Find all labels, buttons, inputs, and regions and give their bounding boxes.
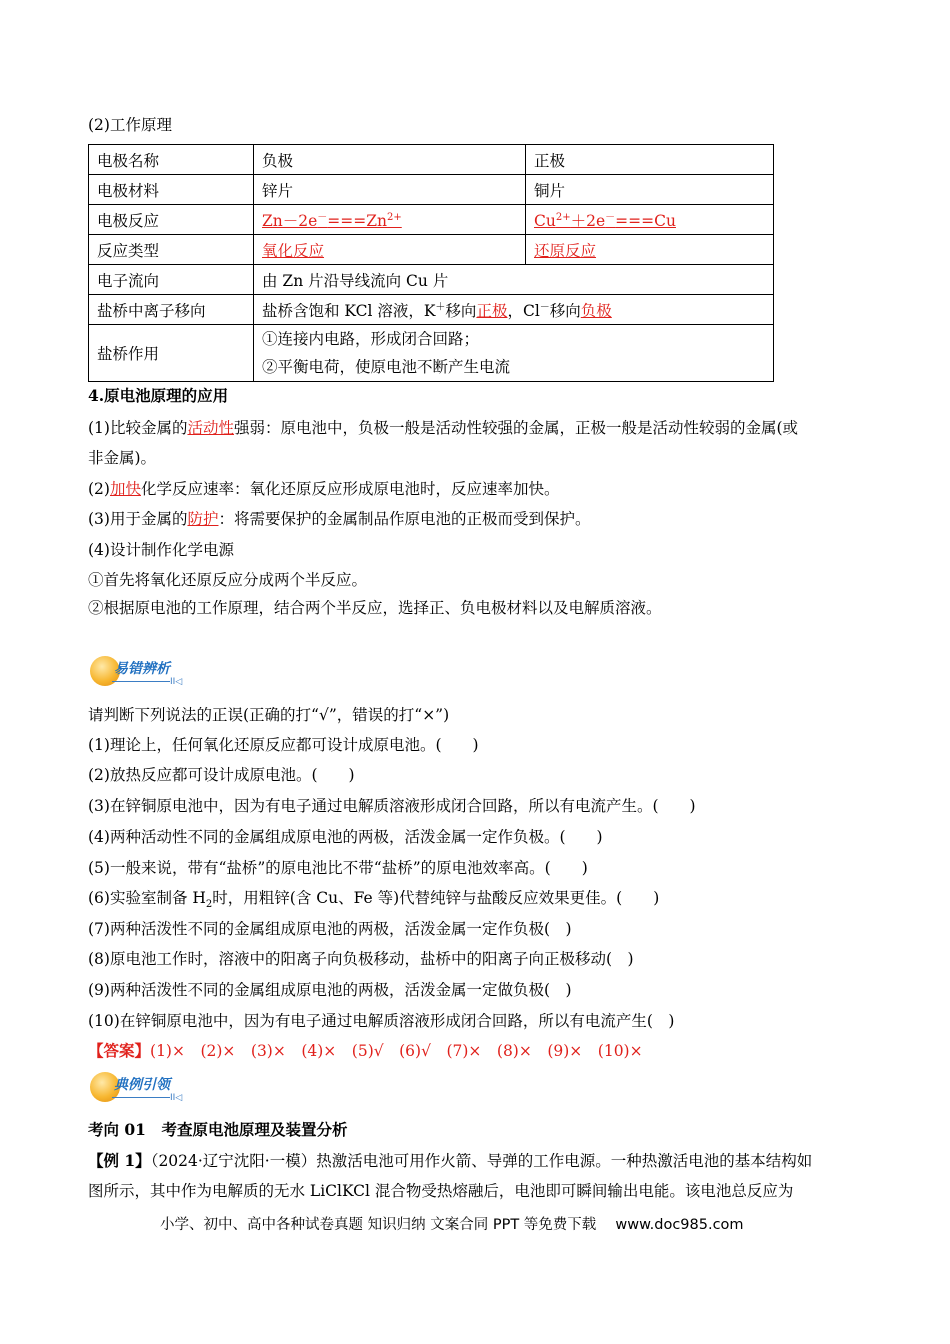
oxidation-answer: 氧化反应	[262, 241, 325, 260]
table-cell: 正极	[526, 145, 774, 175]
paragraph: ②根据原电池的工作原理，结合两个半反应，选择正、负电极材料以及电解质溶液。	[88, 599, 662, 617]
table-row	[89, 295, 774, 325]
paragraph: 非金属)。	[88, 449, 157, 467]
application-title: 4.原电池原理的应用	[88, 386, 229, 405]
ion-migration-cell: 盐桥含饱和 KCl 溶液，K＋移向正极，Cl－移向负极	[254, 295, 774, 325]
negative-reaction: $Zn-2e^-===Zn^{2+}$	[262, 211, 402, 230]
cathode-answer: 正极	[476, 301, 508, 320]
error-analysis-badge: 易错辨析 II◁	[90, 654, 182, 690]
table-row	[89, 175, 774, 205]
table-cell	[526, 235, 774, 265]
table-cell: 电极材料	[89, 175, 254, 205]
quiz-item: (3)在锌铜原电池中，因为有电子通过电解质溶液形成闭合回路，所以有电流产生。( )	[88, 797, 696, 815]
example-heading: 考向 01 考查原电池原理及装置分析	[88, 1120, 348, 1139]
page-footer: 小学、初中、高中各种试卷真题 知识归纳 文案合同 PPT 等免费下载 www.doc985.com	[160, 1217, 744, 1233]
negative-reaction-cell	[254, 205, 526, 235]
table-cell: 铜片	[526, 175, 774, 205]
table-row	[89, 145, 774, 175]
quiz-item: (6)实验室制备 $H_2$时，用粗锌(含 Cu、Fe 等)代替纯锌与盐酸反应效果更佳。( )	[88, 889, 660, 911]
positive-reaction-cell	[526, 205, 774, 235]
table-cell: 电极反应	[89, 205, 254, 235]
table-cell: 电子流向	[89, 265, 254, 295]
principle-table	[88, 144, 774, 382]
paragraph: (2)加快化学反应速率：氧化还原反应形成原电池时，反应速率加快。	[88, 480, 560, 498]
table-cell: 盐桥中离子移向	[89, 295, 254, 325]
quiz-item: (2)放热反应都可设计成原电池。( )	[88, 766, 355, 784]
table-cell: 由 Zn 片沿导线流向 Cu 片	[254, 265, 774, 295]
table-cell	[254, 235, 526, 265]
quiz-item: (7)两种活泼性不同的金属组成原电池的两极，活泼金属一定作负极( )	[88, 920, 572, 938]
example-line: 图所示，其中作为电解质的无水 LiClKCl 混合物受热熔融后，电池即可瞬间输出电能。该电池总反应为	[88, 1182, 794, 1200]
quiz-item: (9)两种活泼性不同的金属组成原电池的两极，活泼金属一定做负极( )	[88, 981, 572, 999]
table-row	[89, 325, 774, 382]
table-cell: 锌片	[254, 175, 526, 205]
quiz-item: (4)两种活动性不同的金属组成原电池的两极，活泼金属一定作负极。( )	[88, 828, 603, 846]
paragraph: (1)比较金属的活动性强弱：原电池中，负极一般是活动性较强的金属，正极一般是活动性较弱的金属(或	[88, 419, 799, 437]
table-row	[89, 235, 774, 265]
paragraph: (3)用于金属的防护：将需要保护的金属制品作原电池的正极而受到保护。	[88, 510, 591, 528]
table-cell: 电极名称	[89, 145, 254, 175]
table-cell: 负极	[254, 145, 526, 175]
table-cell: 反应类型	[89, 235, 254, 265]
quiz-item: (10)在锌铜原电池中，因为有电子通过电解质溶液形成闭合回路，所以有电流产生( )	[88, 1012, 675, 1030]
table-cell: 盐桥作用	[89, 325, 254, 382]
table-row	[89, 265, 774, 295]
quiz-item: (8)原电池工作时，溶液中的阳离子向负极移动，盐桥中的阳离子向正极移动( )	[88, 950, 634, 968]
section-title: (2)工作原理	[88, 116, 172, 134]
quiz-intro: 请判断下列说法的正误(正确的打“√”，错误的打“×”)	[88, 706, 450, 724]
example-line: 【例 1】（2024·辽宁沈阳·一模）热激活电池可用作火箭、导弹的工作电源。一种热激活电池的基本结构如	[88, 1151, 813, 1170]
typical-example-badge: 典例引领 II◁	[90, 1070, 182, 1106]
positive-reaction: $Cu^{2+}+2e^-===Cu$	[534, 211, 676, 230]
anode-answer: 负极	[580, 301, 612, 320]
paragraph: ①首先将氧化还原反应分成两个半反应。	[88, 571, 368, 589]
bridge-function-cell: ①连接内电路，形成闭合回路； ②平衡电荷，使原电池不断产生电流	[254, 325, 774, 382]
paragraph: (4)设计制作化学电源	[88, 541, 234, 559]
quiz-item: (5)一般来说，带有“盐桥”的原电池比不带“盐桥”的原电池效率高。( )	[88, 859, 588, 877]
quiz-answer: 【答案】(1)× (2)× (3)× (4)× (5)√ (6)√ (7)× (8)× (9)× (10)×	[88, 1041, 643, 1060]
quiz-item: (1)理论上，任何氧化还原反应都可设计成原电池。( )	[88, 736, 479, 754]
reduction-answer: 还原反应	[534, 241, 597, 260]
table-row	[89, 205, 774, 235]
